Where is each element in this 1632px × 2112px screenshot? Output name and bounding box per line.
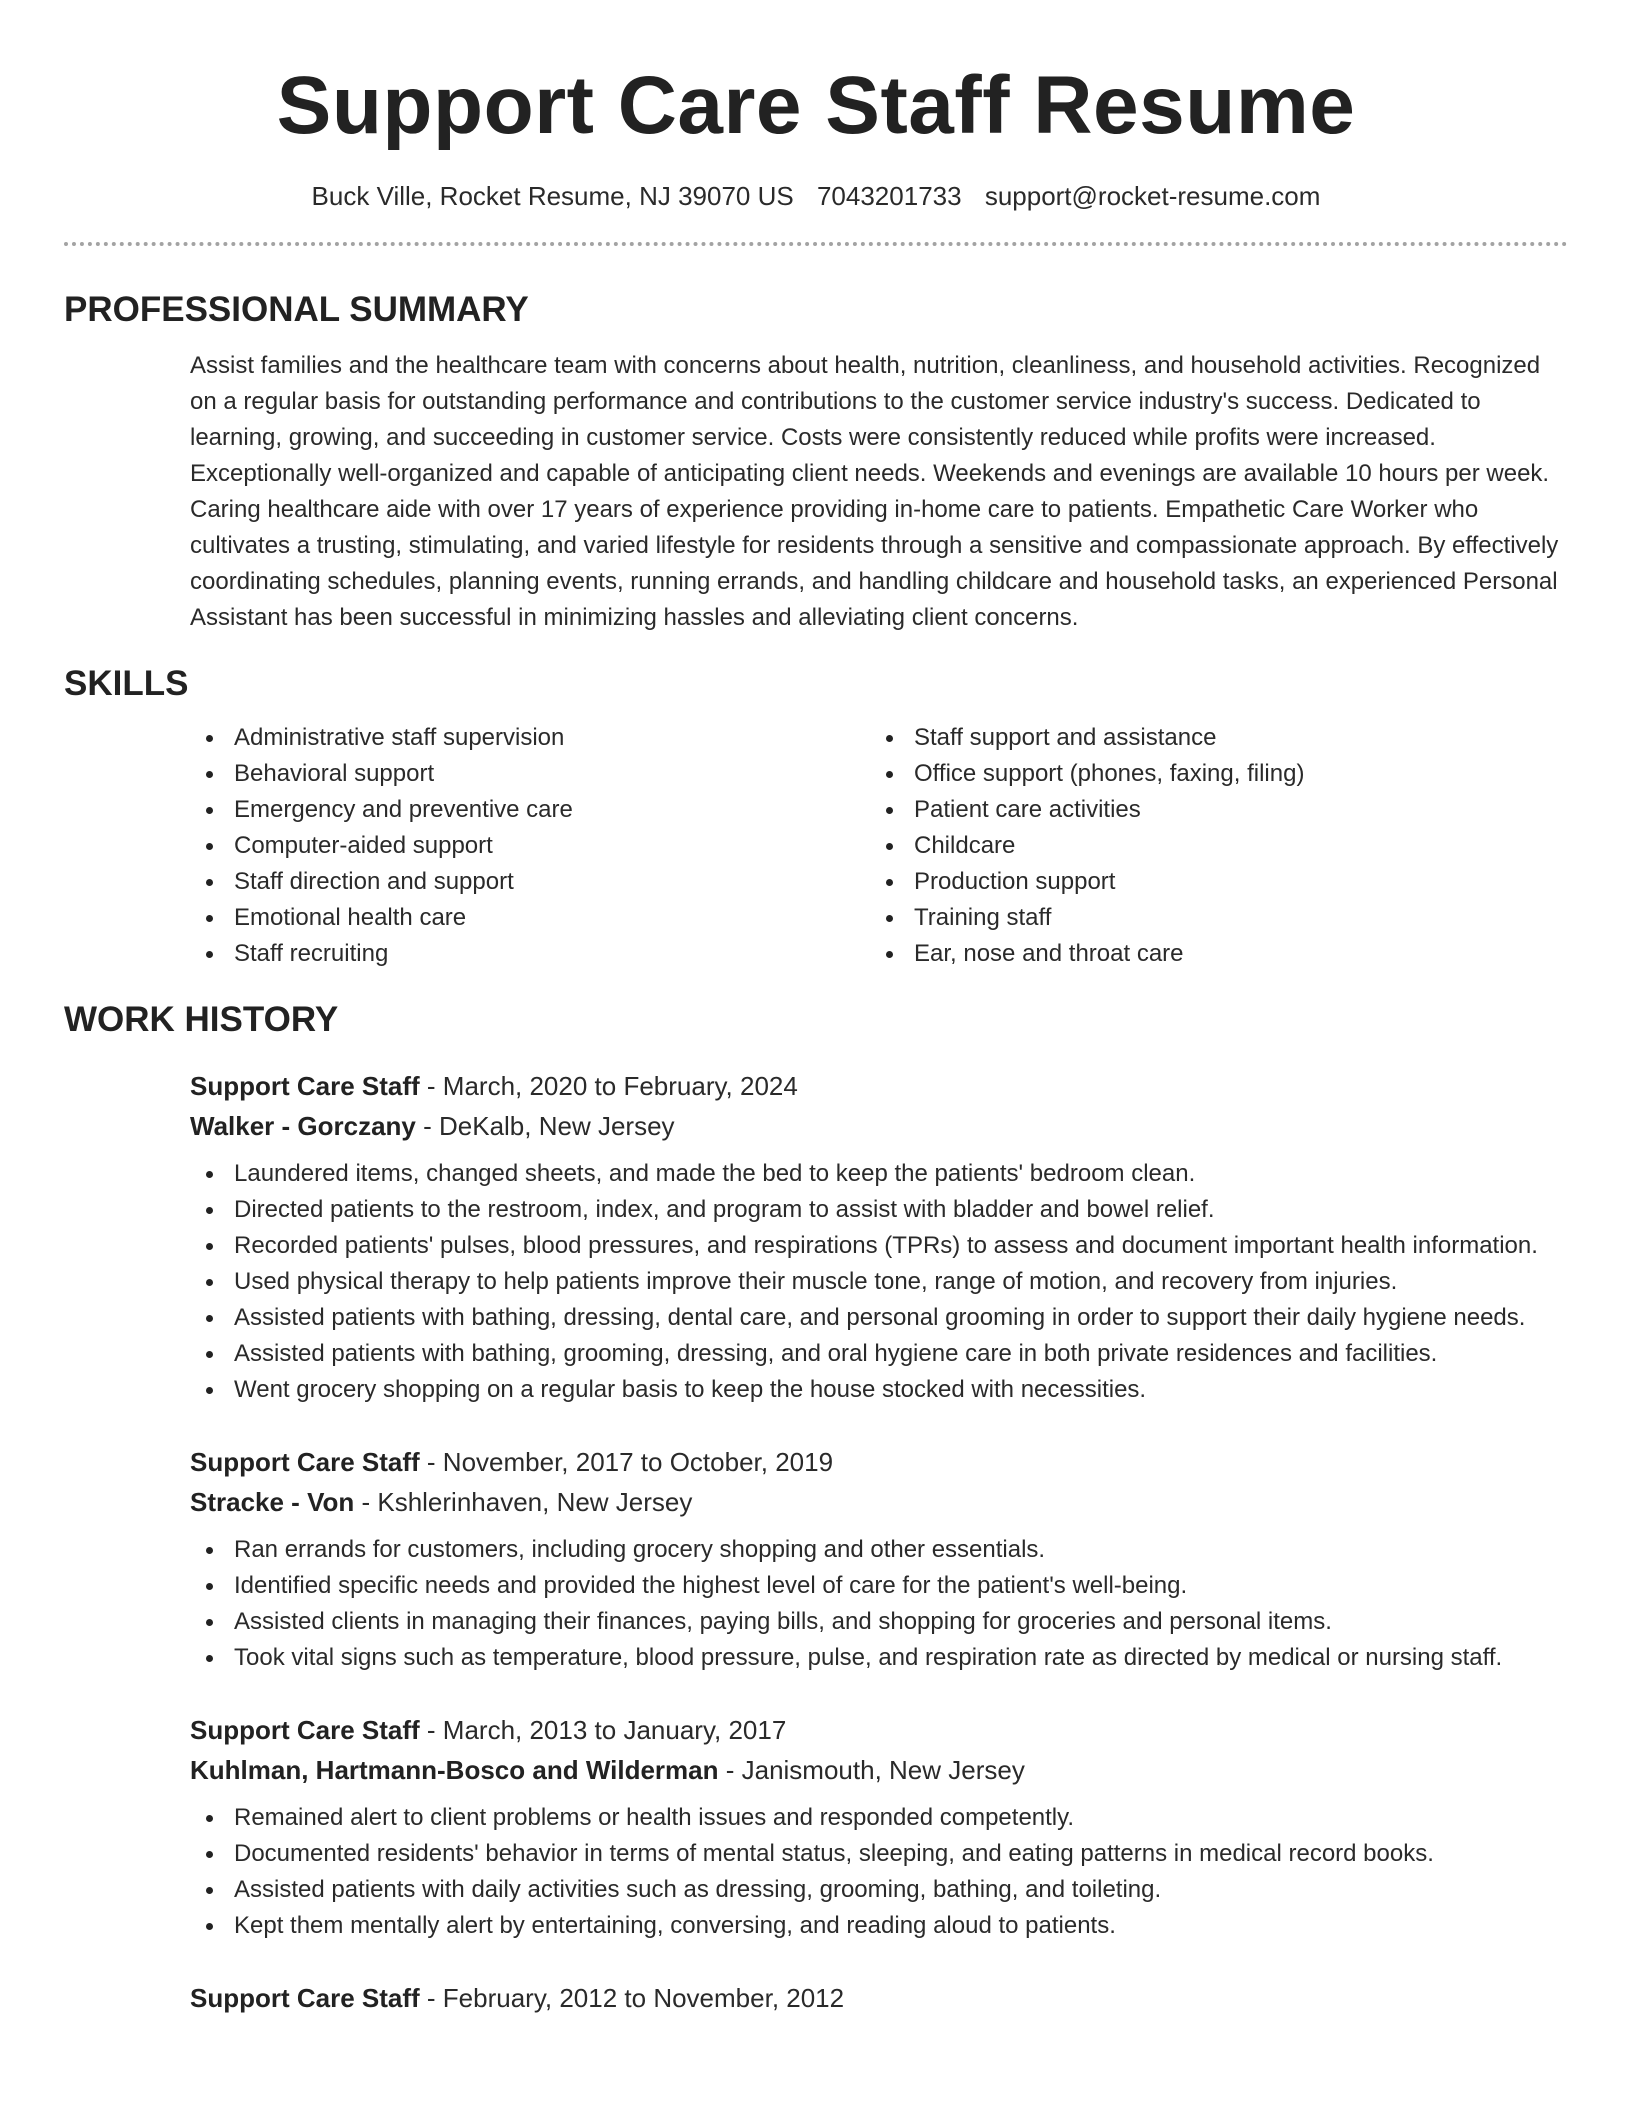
job-title-line [190,1710,1568,1750]
job-bullet: Took vital signs such as temperature, blood pressure, pulse, and respiration rate as directed by medical or nursing staff. [190,1640,1568,1676]
skills-column-right [870,720,1550,972]
contact-address: Buck Ville, Rocket Resume, NJ 39070 US [311,181,794,211]
job-bullet: Recorded patients' pulses, blood pressures, and respirations (TPRs) to assess and document important health information. [190,1228,1568,1264]
job-bullet: Directed patients to the restroom, index, and program to assist with bladder and bowel relief. [190,1192,1568,1228]
contact-line [64,180,1568,212]
job-bullet: Assisted patients with daily activities such as dressing, grooming, bathing, and toileting. [190,1872,1568,1908]
skill-item: Computer-aided support [190,828,870,864]
job-dates: - November, 2017 to October, 2019 [419,1447,834,1477]
job-bullet: Assisted patients with bathing, dressing, dental care, and personal grooming in order to support their daily hygiene needs. [190,1300,1568,1336]
contact-email: support@rocket-resume.com [984,181,1321,211]
skill-item: Production support [870,864,1550,900]
skill-item: Ear, nose and throat care [870,936,1550,972]
job-bullets [190,1156,1568,1408]
skill-item: Patient care activities [870,792,1550,828]
job-title: Support Care Staff [190,1071,420,1101]
job-bullet: Assisted patients with bathing, grooming, dressing, and oral hygiene care in both private residences and facilities. [190,1336,1568,1372]
job-entry [190,1978,1568,2018]
job-company: Walker - Gorczany [190,1111,416,1141]
skill-item: Staff direction and support [190,864,870,900]
resume-page [64,0,1568,2018]
job-dates: - March, 2020 to February, 2024 [419,1071,798,1101]
job-entry [190,1066,1568,1408]
skills-column-left [190,720,870,972]
job-location: - Kshlerinhaven, New Jersey [354,1487,693,1517]
job-title-line [190,1978,1568,2018]
skills-heading: SKILLS [64,664,189,703]
job-bullets [190,1532,1568,1676]
job-bullet: Documented residents' behavior in terms of mental status, sleeping, and eating patterns in medical record books. [190,1836,1568,1872]
job-bullet: Went grocery shopping on a regular basis to keep the house stocked with necessities. [190,1372,1568,1408]
job-bullet: Ran errands for customers, including grocery shopping and other essentials. [190,1532,1568,1568]
job-company-line [190,1482,1568,1522]
job-company-line [190,1106,1568,1146]
skills-grid [190,720,1568,972]
skill-item: Training staff [870,900,1550,936]
job-title: Support Care Staff [190,1447,420,1477]
skill-item: Emotional health care [190,900,870,936]
job-bullets [190,1800,1568,1944]
job-entry [190,1442,1568,1676]
job-company-line [190,1750,1568,1790]
job-title: Support Care Staff [190,1983,420,2013]
summary-heading: PROFESSIONAL SUMMARY [64,290,529,329]
job-bullet: Remained alert to client problems or health issues and responded competently. [190,1800,1568,1836]
skill-item: Staff support and assistance [870,720,1550,756]
job-company: Kuhlman, Hartmann-Bosco and Wilderman [190,1755,719,1785]
job-dates: - March, 2013 to January, 2017 [419,1715,787,1745]
contact-phone: 7043201733 [816,181,962,211]
job-bullet: Kept them mentally alert by entertaining, conversing, and reading aloud to patients. [190,1908,1568,1944]
job-bullet: Used physical therapy to help patients improve their muscle tone, range of motion, and recovery from injuries. [190,1264,1568,1300]
skill-item: Emergency and preventive care [190,792,870,828]
skill-item: Administrative staff supervision [190,720,870,756]
job-bullet: Assisted clients in managing their finances, paying bills, and shopping for groceries and personal items. [190,1604,1568,1640]
job-location: - Janismouth, New Jersey [718,1755,1025,1785]
resume-title: Support Care Staff Resume [276,60,1356,151]
job-location: - DeKalb, New Jersey [415,1111,675,1141]
job-dates: - February, 2012 to November, 2012 [419,1983,845,2013]
skill-item: Office support (phones, faxing, filing) [870,756,1550,792]
job-bullet: Laundered items, changed sheets, and made the bed to keep the patients' bedroom clean. [190,1156,1568,1192]
skill-item: Behavioral support [190,756,870,792]
skill-item: Childcare [870,828,1550,864]
summary-text: Assist families and the healthcare team with concerns about health, nutrition, cleanliness, and household activities. Recognized on a regular basis for outstanding performance and contributions to the customer service industry's success. Dedicated to learning, growing, and succeeding in customer service. Costs were consistently reduced while profits were increased. Exceptionally well-organized and capable of anticipating client needs. Weekends and evenings are available 10 hours per week. Caring healthcare aide with over 17 years of experience providing in-home care to patients. Empathetic Care Worker who cultivates a trusting, stimulating, and varied lifestyle for residents through a sensitive and compassionate approach. By effectively coordinating schedules, planning events, running errands, and handling childcare and household tasks, an experienced Personal Assistant has been successful in minimizing hassles and alleviating client concerns. [190,352,1559,631]
job-entry [190,1710,1568,1944]
header-divider [64,242,1568,246]
job-title: Support Care Staff [190,1715,420,1745]
work-history-heading: WORK HISTORY [64,1000,339,1039]
job-company: Stracke - Von [190,1487,355,1517]
job-title-line [190,1442,1568,1482]
job-title-line [190,1066,1568,1106]
job-bullet: Identified specific needs and provided the highest level of care for the patient's well-being. [190,1568,1568,1604]
skill-item: Staff recruiting [190,936,870,972]
